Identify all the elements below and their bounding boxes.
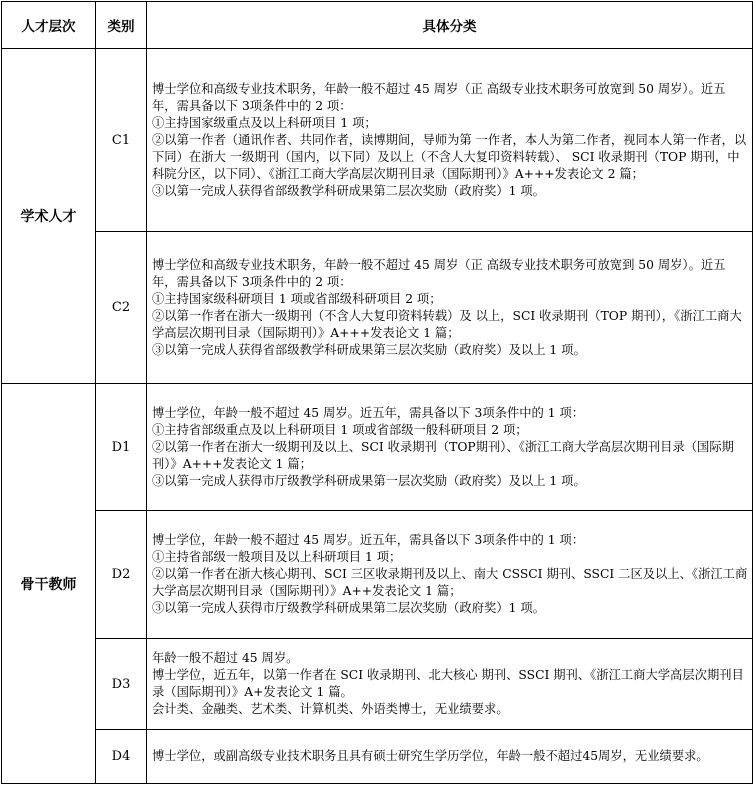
header-level: 人才层次 — [2, 2, 96, 49]
desc-line: ③以第一完成人获得省部级教学科研成果第三层次奖励（政府奖）及以上 1 项。 — [152, 342, 586, 357]
desc-d3 — [147, 639, 753, 730]
talent-classification-table — [1, 1, 753, 784]
desc-line: ①主持国家级科研项目 1 项或省部级科研项目 2 项； — [152, 291, 442, 306]
code-c1: C1 — [96, 49, 147, 232]
desc-d1 — [147, 384, 753, 511]
code-d4: D4 — [96, 730, 147, 784]
code-d3: D3 — [96, 639, 147, 730]
desc-line: ①主持省部级重点及以上科研项目 1 项或省部级一般科研项目 2 项； — [152, 422, 528, 437]
header-category: 类别 — [96, 2, 147, 49]
header-row — [2, 2, 753, 49]
desc-line: ②以第一作者在浙大核心期刊、SCI 三区收录期刊及以上、南大 CSSCI 期刊、SSCI 二区及以上、《浙江工商大学高层次期刊目录（国际期刊）》A++发表论文 1 篇； — [152, 567, 748, 598]
desc-line: ①主持国家级重点及以上科研项目 1 项； — [152, 115, 377, 130]
level-academic: 学术人才 — [2, 49, 96, 384]
code-d2: D2 — [96, 511, 147, 639]
code-d1: D1 — [96, 384, 147, 511]
header-detail: 具体分类 — [147, 2, 753, 49]
desc-line: 博士学位，年龄一般不超过 45 周岁。近五年，需具备以下 3项条件中的 1 项： — [152, 533, 585, 547]
desc-c2 — [147, 232, 753, 384]
desc-line: 年龄一般不超过 45 周岁。 — [152, 651, 299, 665]
row-c1 — [2, 49, 753, 232]
row-d3 — [2, 639, 753, 730]
desc-line: 会计类、金融类、艺术类、计算机类、外语类博士，无业绩要求。 — [152, 702, 509, 716]
desc-line: ②以第一作者在浙大一级期刊及以上、SCI 收录期刊（TOP期刊）、《浙江工商大学高层次期刊目录（国际期刊）》A+++发表论文 1 篇； — [152, 439, 734, 471]
code-c2: C2 — [96, 232, 147, 384]
desc-d4 — [147, 730, 753, 784]
desc-line: 博士学位和高级专业技术职务，年龄一般不超过 45 周岁（正 高级专业技术职务可放宽到 50 周岁）。近五年，需具备以下 3项条件中的 2 项： — [152, 81, 726, 113]
desc-line: ③以第一完成人获得市厅级教学科研成果第二层次奖励（政府奖）1 项。 — [152, 601, 545, 615]
desc-line: ②以第一作者（通讯作者、共同作者，读博期间，导师为第 一作者，本人为第二作者，视同本人第一作者，以下同）在浙大 一级期刊（国内，以下同）及以上（不含人大复印资料转载）、 SCI 收录期刊（TOP 期刊，中科院分区，以下同）、《浙江工商大学高层次期刊目录（国际期刊）》A+++发表论文 2 篇； — [152, 132, 747, 181]
row-d4 — [2, 730, 753, 784]
desc-line: ③以第一完成人获得省部级教学科研成果第二层次奖励（政府奖）1 项。 — [152, 183, 545, 198]
desc-d2 — [147, 511, 753, 639]
desc-line: ③以第一完成人获得市厅级教学科研成果第一层次奖励（政府奖）及以上 1 项。 — [152, 473, 586, 488]
desc-line: 博士学位，年龄一般不超过 45 周岁。近五年，需具备以下 3项条件中的 1 项： — [152, 405, 585, 420]
level-core-teacher: 骨干教师 — [2, 384, 96, 784]
desc-line: 博士学位和高级专业技术职务，年龄一般不超过 45 周岁（正 高级专业技术职务可放宽到 50 周岁）。近五年，需具备以下 3项条件中的 2 项： — [152, 257, 726, 289]
desc-line: 博士学位，近五年，以第一作者在 SCI 收录期刊、北大核心 期刊、SSCI 期刊、《浙江工商大学高层次期刊目录（国际期刊）》A+发表论文 1 篇。 — [152, 668, 744, 699]
desc-c1 — [147, 49, 753, 232]
desc-line: 博士学位，或副高级专业技术职务且具有硕士研究生学历学位，年龄一般不超过45周岁，无业绩要求。 — [152, 749, 709, 763]
row-d1 — [2, 384, 753, 511]
row-c2 — [2, 232, 753, 384]
row-d2 — [2, 511, 753, 639]
desc-line: ①主持省部级一般项目及以上科研项目 1 项； — [152, 550, 402, 564]
desc-line: ②以第一作者在浙大一级期刊（不含人大复印资料转载）及 以上，SCI 收录期刊（TOP 期刊），《浙江工商大学高层次期刊目录（国际期刊）》A+++发表论文 1 篇； — [152, 308, 742, 340]
